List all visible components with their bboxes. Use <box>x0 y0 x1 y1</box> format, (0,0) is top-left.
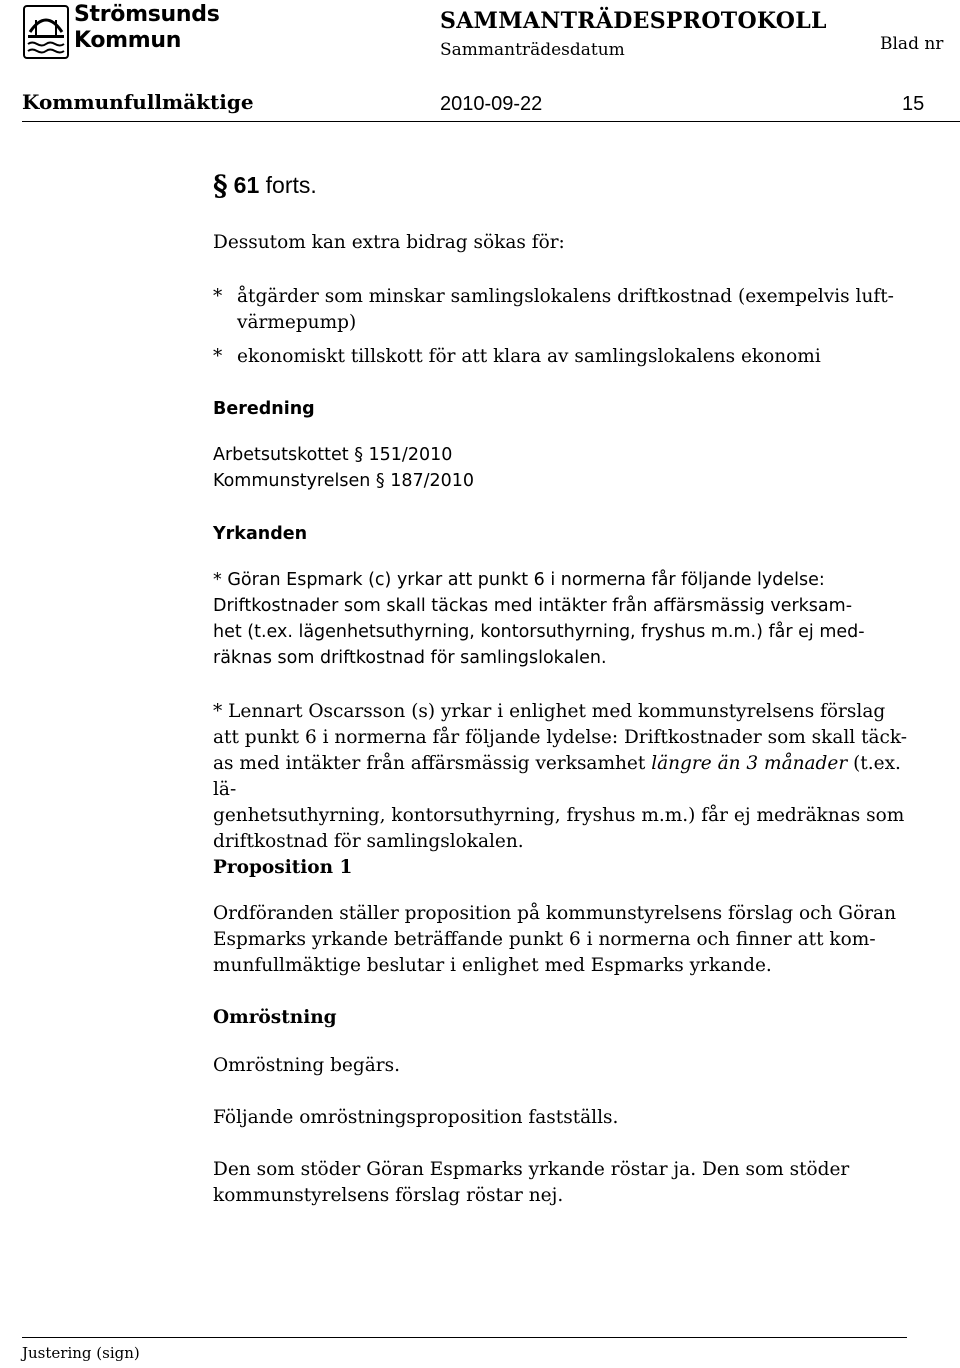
motion-line: driftkostnad för samlingslokalen. <box>213 831 524 852</box>
motion-line: räknas som driftkostnad för samlingslokalen. <box>213 648 607 668</box>
page-number-label: Blad nr <box>880 34 944 54</box>
motion-emphasis: längre än 3 månader <box>651 753 848 774</box>
omrostning-heading: Omröstning <box>213 1007 337 1028</box>
list-item-line: ekonomiskt tillskott för att klara av samlingslokalens ekonomi <box>237 346 821 367</box>
proposition-line: Espmarks yrkande beträffande punkt 6 i normerna och finner att kom- <box>213 929 876 950</box>
yrkanden-heading: Yrkanden <box>213 524 308 544</box>
beredning-line: Kommunstyrelsen § 187/2010 <box>213 471 475 491</box>
list-item <box>213 284 903 336</box>
section-number: 61 <box>233 172 260 198</box>
motion-line <box>213 751 913 803</box>
motion-oscarsson <box>213 699 913 855</box>
proposition-line: Ordföranden ställer proposition på kommunstyrelsens förslag och Göran <box>213 903 897 924</box>
signature-label: Justering (sign) <box>22 1344 140 1362</box>
beredning-heading: Beredning <box>213 399 315 419</box>
omrostning-line: kommunstyrelsens förslag röstar nej. <box>213 1185 564 1206</box>
omrostning-line: Den som stöder Göran Espmarks yrkande röstar ja. Den som stöder <box>213 1159 850 1180</box>
motion-line: * Göran Espmark (c) yrkar att punkt 6 i normerna får följande lydelse: <box>213 570 825 590</box>
omrostning-requested: Omröstning begärs. <box>213 1055 400 1076</box>
body-name: Kommunfullmäktige <box>22 90 254 114</box>
protocol-title: SAMMANTRÄDESPROTOKOLL <box>440 8 827 34</box>
paragraph-sign: § <box>213 169 228 202</box>
motion-text: (t.ex. lä- <box>213 753 901 800</box>
header-divider <box>22 121 960 122</box>
proposition-heading: Proposition 1 <box>213 857 353 878</box>
proposition-text <box>213 901 913 979</box>
list-item-line: åtgärder som minskar samlingslokalens driftkostnad (exempelvis luft- <box>237 286 894 307</box>
logo-line-1: Strömsunds <box>74 2 220 27</box>
section-suffix: forts. <box>265 172 317 198</box>
proposition-line: munfullmäktige beslutar i enlighet med Espmarks yrkande. <box>213 955 772 976</box>
motion-text: as med intäkter från affärsmässig verksamhet <box>213 753 652 774</box>
footer-divider <box>22 1337 907 1338</box>
logo-wordmark <box>74 2 220 54</box>
omrostning-rule <box>213 1157 913 1209</box>
meeting-date-label: Sammanträdesdatum <box>440 40 625 60</box>
list-item <box>213 344 903 370</box>
list-item-text <box>237 284 894 336</box>
section-heading <box>213 169 317 202</box>
logo-line-2: Kommun <box>74 28 182 53</box>
list-item-line: värmepump) <box>237 312 357 333</box>
motion-line: Driftkostnader som skall täckas med intäkter från affärsmässig verksam- <box>213 596 853 616</box>
bullet-marker: * <box>213 346 223 367</box>
omrostning-established: Följande omröstningsproposition fastställs. <box>213 1107 619 1128</box>
motion-espmark <box>213 567 913 671</box>
meeting-date: 2010-09-22 <box>440 93 543 115</box>
bullet-marker: * <box>213 286 223 307</box>
motion-line: het (t.ex. lägenhetsuthyrning, kontorsuthyrning, fryshus m.m.) får ej med- <box>213 622 865 642</box>
motion-line: * Lennart Oscarsson (s) yrkar i enlighet med kommunstyrelsens förslag <box>213 701 886 722</box>
motion-line: att punkt 6 i normerna får följande lydelse: Driftkostnader som skall täck- <box>213 727 908 748</box>
page-number: 15 <box>902 93 925 115</box>
intro-text: Dessutom kan extra bidrag sökas för: <box>213 232 565 253</box>
beredning-line: Arbetsutskottet § 151/2010 <box>213 445 453 465</box>
motion-line: genhetsuthyrning, kontorsuthyrning, fryshus m.m.) får ej medräknas som <box>213 805 905 826</box>
